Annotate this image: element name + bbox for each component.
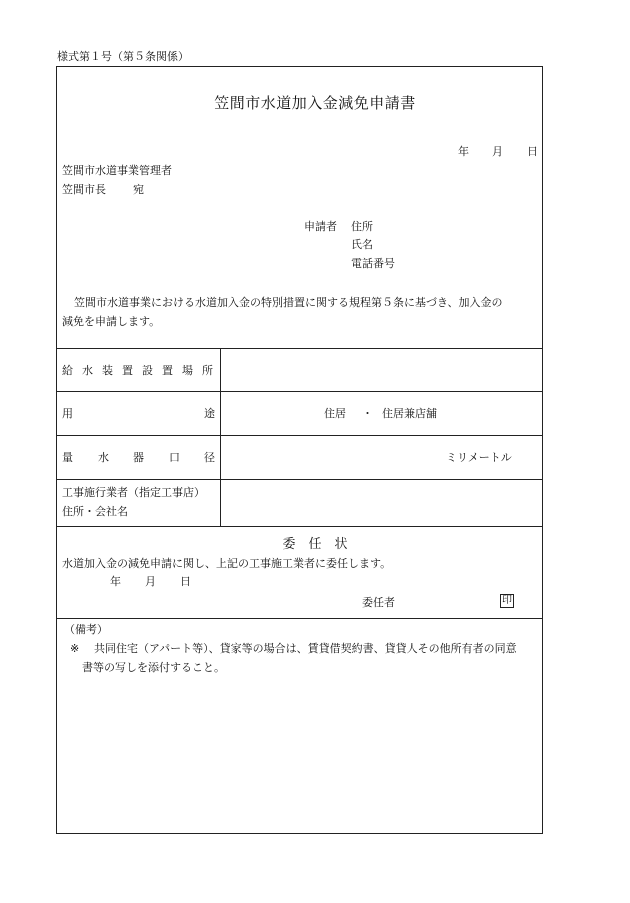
divider [56, 348, 543, 349]
proxy-year-label: 年 [110, 575, 121, 588]
seal-mark: 印 [502, 595, 512, 606]
applicant-address-label: 住所 [351, 220, 373, 233]
meter-label-char: 器 [133, 451, 144, 464]
date-month-label: 月 [492, 145, 503, 158]
applicant-phone-label: 電話番号 [351, 257, 395, 270]
row-label-usage-a: 用 [62, 407, 73, 420]
usage-separator: ・ [362, 407, 373, 420]
row-label-usage-b: 途 [204, 407, 215, 420]
applicant-name-label: 氏名 [351, 238, 373, 251]
body-text-line1: 笠間市水道事業における水道加入金の特別措置に関する規程第５条に基づき、加入金の [74, 296, 503, 309]
divider [56, 618, 543, 619]
addressee-honorific: 宛 [133, 183, 144, 196]
remarks-title: （備考） [64, 623, 108, 636]
form-frame [56, 66, 543, 834]
divider [56, 435, 543, 436]
addressee-mayor: 笠間市長 [62, 183, 106, 196]
contractor-label: 工事施行業者（指定工事店） [62, 486, 205, 499]
meter-label-char: 水 [98, 451, 109, 464]
divider [56, 391, 543, 392]
remarks-line2: 書等の写しを添付すること。 [82, 661, 225, 674]
date-day-label: 日 [527, 145, 538, 158]
usage-option-residence-shop: 住居兼店舗 [382, 407, 437, 420]
meter-label-char: 径 [204, 451, 215, 464]
remarks-mark: ※ [70, 642, 80, 655]
applicant-label: 申請者 [304, 220, 337, 233]
date-year-label: 年 [458, 145, 469, 158]
contractor-address-label: 住所・会社名 [62, 505, 128, 518]
proxy-text: 水道加入金の減免申請に関し、上記の工事施工業者に委任します。 [62, 557, 392, 570]
meter-unit: ミリメートル [446, 451, 512, 464]
meter-label-char: 量 [62, 451, 73, 464]
delegator-label: 委任者 [362, 596, 395, 609]
form-title: 笠間市水道加入金減免申請書 [214, 94, 416, 112]
meter-label-char: 口 [169, 451, 180, 464]
addressee-line1: 笠間市水道事業管理者 [62, 164, 172, 177]
divider [56, 526, 543, 527]
remarks-line1: 共同住宅（アパート等）、貸家等の場合は、賃貸借契約書、貸貸人その他所有者の同意 [94, 642, 517, 655]
proxy-day-label: 日 [180, 575, 191, 588]
form-number: 様式第１号（第５条関係） [57, 50, 189, 63]
divider [56, 479, 543, 480]
body-text-line2: 減免を申請します。 [62, 315, 161, 328]
row-label-location: 給水装置設置場所 [62, 364, 222, 377]
proxy-title: 委 任 状 [282, 537, 348, 552]
usage-option-residence: 住居 [324, 407, 346, 420]
proxy-month-label: 月 [145, 575, 156, 588]
